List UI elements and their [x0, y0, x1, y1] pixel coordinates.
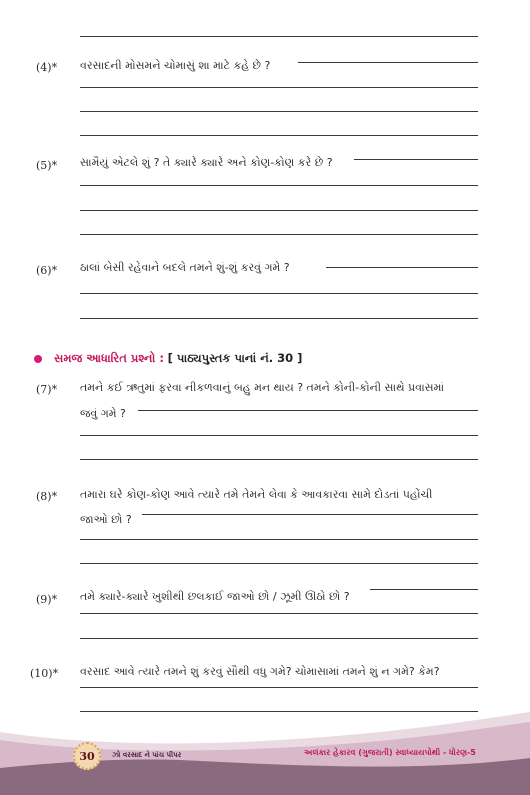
question-text: તમારા ઘરે કોણ-કોણ આવે ત્યારે તમે તેમને લેવા કે આવકારવા સામે દોડતાં પહોંચી — [80, 488, 433, 501]
question-text: સામૈયું એટલે શું ? તે ક્યારે ક્યારે અને કોણ-કોણ કરે છે ? — [80, 156, 333, 169]
answer-line[interactable] — [80, 185, 478, 186]
page-number-badge: 30 — [73, 742, 101, 770]
section-heading — [34, 351, 302, 366]
question-number: (6)* — [36, 264, 58, 277]
question-text: વરસાદ આવે ત્યારે તમને શું કરવું સૌથી વધુ ગમે? ચોમાસામાં તમને શું ન ગમે? કેમ? — [80, 665, 440, 678]
answer-line[interactable] — [80, 87, 478, 88]
answer-line[interactable] — [298, 62, 478, 63]
answer-line[interactable] — [80, 687, 478, 688]
question-number: (10)* — [30, 667, 59, 680]
answer-line[interactable] — [80, 318, 478, 319]
question-number: (5)* — [36, 159, 58, 172]
chapter-title: ઝો વરસાદ ને પાંચ પીપર — [112, 751, 182, 759]
question-number: (9)* — [36, 593, 58, 606]
question-text-continued: જાઓ છો ? — [80, 513, 132, 526]
answer-line[interactable] — [80, 459, 478, 460]
question-text: તમને કઈ ઋતુમાં ફરવા નીકળવાનું બહુ મન થાય ? તમને કોની-કોની સાથે પ્રવાસમાં — [80, 381, 445, 394]
textbook-reference: [ પાઠ્યપુસ્તક પાનાં નં. 30 ] — [167, 351, 303, 365]
section-label: સમજ આધારિત પ્રશ્નો : — [54, 351, 164, 365]
question-text: ઠાલાં બેસી રહેવાને બદલે તમને શું-શું કરવું ગમે ? — [80, 261, 290, 274]
answer-line[interactable] — [370, 589, 478, 590]
question-number: (8)* — [36, 490, 58, 503]
question-text: વરસાદની મોસમને ચોમાસું શા માટે કહે છે ? — [80, 59, 271, 72]
answer-line[interactable] — [80, 234, 478, 235]
answer-line[interactable] — [142, 514, 478, 515]
answer-line[interactable] — [80, 638, 478, 639]
answer-line — [80, 36, 478, 37]
answer-line[interactable] — [80, 539, 478, 540]
book-title: અલંકાર હેકારવ (ગુજરાતી) સ્વાધ્યાયપોથી - ધોરણ-5 — [304, 748, 476, 757]
question-number: (4)* — [36, 61, 58, 74]
answer-line[interactable] — [80, 293, 478, 294]
answer-line[interactable] — [80, 210, 478, 211]
answer-line[interactable] — [80, 111, 478, 112]
bullet-icon — [34, 355, 42, 363]
answer-line[interactable] — [80, 435, 478, 436]
answer-line[interactable] — [138, 410, 478, 411]
question-text-continued: જવું ગમે ? — [80, 407, 126, 420]
question-text: તમે ક્યારે-ક્યારે ખુશીથી છલકાઈ જાઓ છો / ઝૂમી ઊઠો છો ? — [80, 590, 350, 603]
answer-line[interactable] — [80, 563, 478, 564]
answer-line[interactable] — [354, 159, 478, 160]
answer-line[interactable] — [80, 135, 478, 136]
answer-line[interactable] — [326, 267, 478, 268]
answer-line[interactable] — [80, 613, 478, 614]
question-number: (7)* — [36, 383, 58, 396]
